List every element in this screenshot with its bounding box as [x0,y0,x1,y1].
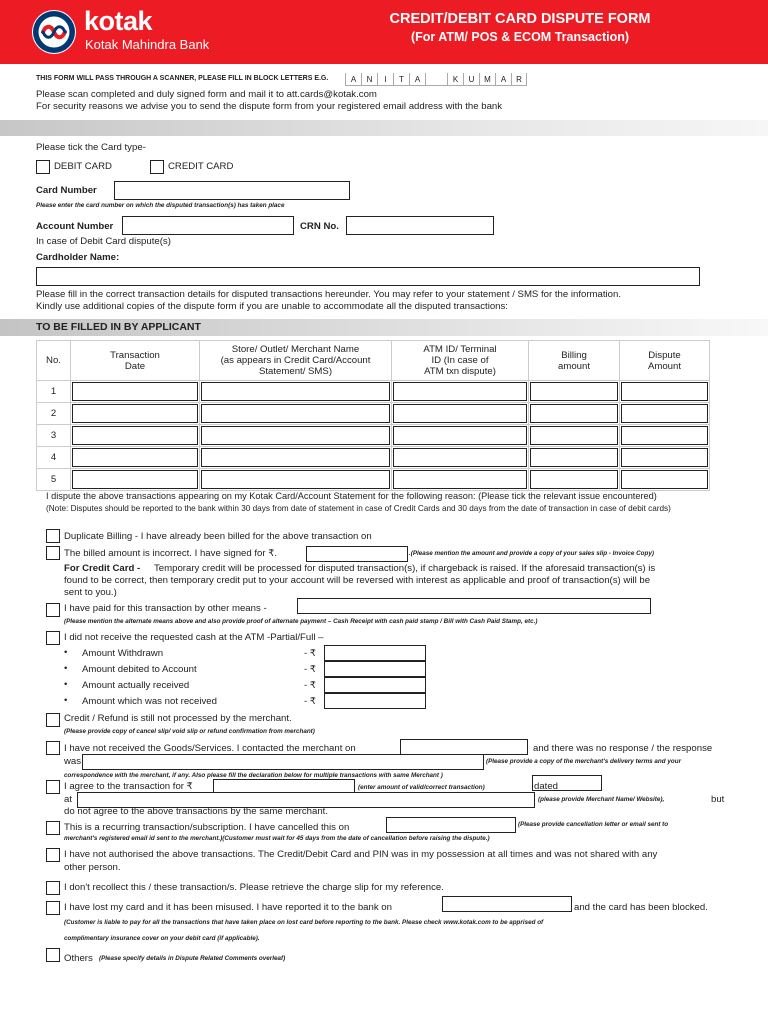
amount-received-label: Amount actually received [82,680,190,691]
goods-not-received-label: I have not received the Goods/Services. I contacted the merchant on [64,743,356,754]
column-header: Billing amount [529,341,620,381]
not-recollect-checkbox[interactable] [46,881,60,895]
merchant-name-field[interactable] [201,404,390,423]
column-header: Store/ Outlet/ Merchant Name (as appears in Credit Card/Account Statement/ SMS) [200,341,392,381]
paid-other-means-note: (Please mention the alternate means above and also provide proof of alternate payment – Cash Receipt with cash paid stamp / Bill with Cash Paid Stamp, etc.) [64,618,538,625]
agree-end-label: do not agree to the above transactions by the same merchant. [64,806,328,817]
duplicate-billing-checkbox[interactable] [46,529,60,543]
crn-field[interactable] [346,216,494,235]
column-header: No. [37,341,71,381]
merchant-name-field[interactable] [201,382,390,401]
example-letter: U [463,73,479,86]
example-letter: A [409,73,425,86]
row-number: 5 [37,469,71,491]
example-letter: I [377,73,393,86]
not-recollect-label: I don't recollect this / these transaction/s. Please retrieve the charge slip for my reference. [64,882,444,893]
intro-line-1: Please scan completed and duly signed form and mail it to att.cards@kotak.com [36,89,377,100]
lost-card-label-2: and the card has been blocked. [574,902,708,913]
dispute-amount-field[interactable] [621,470,708,489]
row-number: 4 [37,447,71,469]
amount-debited-field[interactable] [324,661,426,677]
terminal-id-field[interactable] [393,448,527,467]
table-row [37,381,710,403]
row-number: 1 [37,381,71,403]
terminal-id-field[interactable] [393,426,527,445]
bullet-icon: • [64,647,68,658]
goods-note-1: (Please provide a copy of the merchant's delivery terms and your [486,758,682,765]
header-bar [0,0,768,64]
dispute-amount-field[interactable] [621,448,708,467]
billing-amount-field[interactable] [530,404,618,423]
alternate-means-field[interactable] [297,598,651,614]
credit-card-note-text-3: sent to you.) [64,587,117,598]
refund-checkbox[interactable] [46,713,60,727]
dispute-statement: I dispute the above transactions appearing on my Kotak Card/Account Statement for the following reason: (Please tick the relevant issue encountered) [46,491,657,501]
row-number: 3 [37,425,71,447]
example-letter: R [511,73,527,86]
merchant-response-field[interactable] [82,754,484,770]
agree-but-label: but [711,794,725,805]
duplicate-billing-label: Duplicate Billing - I have already been billed for the above transaction on [64,531,372,542]
lost-card-note-2: complimentary insurance cover on your debit card (if applicable). [64,935,260,942]
terminal-id-field[interactable] [393,404,527,423]
rupee-prefix: - ₹ [304,696,316,707]
crn-label: CRN No. [300,221,339,232]
amount-withdrawn-label: Amount Withdrawn [82,648,164,659]
dispute-note: (Note: Disputes should be reported to the bank within 30 days from date of statement in case of Credit Cards and 30 days from the date of transaction in case of debit cards) [46,504,671,513]
billing-amount-field[interactable] [530,382,618,401]
merchant-name-field[interactable] [201,470,390,489]
table-row [37,469,710,491]
section-bar [0,319,768,336]
card-number-note: Please enter the card number on which the disputed transaction(s) has taken place [36,202,285,209]
agree-merchant-note: (please provide Merchant Name/ Website), [538,796,665,803]
refund-note: (Please provide copy of cancel slip/ void slip or refund confirmation from merchant) [64,728,315,735]
cancelled-date-field[interactable] [386,817,516,833]
others-label: Others [64,953,93,964]
bullet-icon: • [64,663,68,674]
incorrect-amount-checkbox[interactable] [46,546,60,560]
kotak-logo-icon [32,10,76,54]
example-letter: N [361,73,377,86]
agree-transaction-checkbox[interactable] [46,780,60,794]
intro-line-2: For security reasons we advise you to send the dispute form from your registered email address with the bank [36,101,503,112]
example-letter: M [479,73,495,86]
instructions-line-2: Kindly use additional copies of the dispute form if you are unable to accommodate all the disputed transactions: [36,301,508,312]
transaction-date-field[interactable] [72,470,198,489]
merchant-name-field[interactable] [201,448,390,467]
account-number-field[interactable] [122,216,294,235]
bullet-icon: • [64,695,68,706]
instructions-line-1: Please fill in the correct transaction details for disputed transactions hereunder. You may refer to your statement / SMS for the information. [36,289,621,300]
credit-card-note-text-1: Temporary credit will be processed for disputed transaction(s), if chargeback is raised. If the aforesaid transaction(s) is [154,563,656,574]
terminal-id-field[interactable] [393,382,527,401]
cardholder-label: Cardholder Name: [36,252,120,263]
row-number: 2 [37,403,71,425]
signed-amount-field[interactable] [306,546,408,562]
goods-note-2: correspondence with the merchant, if any. Also please fill the declaration below for multiple transactions with same Merchant ) [64,772,443,779]
others-checkbox[interactable] [46,948,60,962]
rupee-prefix: - ₹ [304,648,316,659]
rupee-prefix: - ₹ [304,680,316,691]
credit-card-note-text-2: found to be correct, then temporary credit put to your account will be reversed with interest as applicable and proof of transaction(s) will be [64,575,651,586]
example-letter: K [447,73,463,86]
example-letter [425,73,447,86]
agree-transaction-label: I agree to the transaction for ₹ [64,781,193,792]
atm-cash-label: I did not receive the requested cash at the ATM -Partial/Full – [64,632,324,643]
credit-card-label: CREDIT CARD [168,161,234,172]
transaction-date-field[interactable] [72,448,198,467]
not-authorised-line-1: I have not authorised the above transactions. The Credit/Debit Card and PIN was in my possession at all times and was not shared with any [64,849,658,860]
dispute-amount-field[interactable] [621,404,708,423]
bullet-icon: • [64,679,68,690]
rupee-prefix: - ₹ [304,664,316,675]
merchant-name-field[interactable] [201,426,390,445]
example-letter: A [495,73,511,86]
not-authorised-line-2: other person. [64,862,121,873]
form-title: CREDIT/DEBIT CARD DISPUTE FORM [389,11,651,27]
dispute-amount-field[interactable] [621,382,708,401]
merchant-contact-date-field[interactable] [400,739,528,755]
table-row [37,425,710,447]
table-row [37,447,710,469]
amount-debited-label: Amount debited to Account [82,664,197,675]
transactions-table [36,340,710,491]
brand-name: kotak [84,6,153,36]
brand-subtitle: Kotak Mahindra Bank [85,37,210,52]
form-subtitle: (For ATM/ POS & ECOM Transaction) [410,30,630,44]
paid-other-means-label: I have paid for this transaction by other means - [64,603,267,614]
billing-amount-field[interactable] [530,426,618,445]
amount-received-field[interactable] [324,677,426,693]
agree-dated-label: dated [534,781,559,792]
refund-label: Credit / Refund is still not processed by the merchant. [64,713,292,724]
others-note: (Please specify details in Dispute Related Comments overleaf) [99,955,286,962]
example-letter: T [393,73,409,86]
transaction-date-field[interactable] [72,404,198,423]
section-title: TO BE FILLED IN BY APPLICANT [36,321,201,333]
cardholder-field[interactable] [36,267,700,286]
billing-amount-field[interactable] [530,448,618,467]
column-header: Dispute Amount [620,341,710,381]
debit-card-label: DEBIT CARD [54,161,112,172]
lost-card-label: I have lost my card and it has been misused. I have reported it to the bank on [64,902,392,913]
atm-cash-checkbox[interactable] [46,631,60,645]
transaction-date-field[interactable] [72,426,198,445]
incorrect-amount-note: .(Please mention the amount and provide a copy of your sales slip - Invoice Copy) [409,550,654,557]
column-header: Transaction Date [71,341,200,381]
card-number-field[interactable] [114,181,350,200]
credit-card-checkbox[interactable] [150,160,164,174]
credit-card-note-label: For Credit Card - [64,563,141,574]
debit-card-checkbox[interactable] [36,160,50,174]
recurring-note-2: merchant's registered email id sent to the merchant.)(Customer must wait for 45 days from the date of cancellation before raising the dispute.) [64,835,490,842]
divider-bar [0,120,768,136]
agree-amount-note: (enter amount of valid/correct transaction) [358,784,485,791]
scanner-note: THIS FORM WILL PASS THROUGH A SCANNER, PLEASE FILL IN BLOCK LETTERS E.G. [36,75,329,82]
goods-not-received-label-2: and there was no response / the response [533,743,713,754]
dispute-amount-field[interactable] [621,426,708,445]
amount-withdrawn-field[interactable] [324,645,426,661]
reported-date-field[interactable] [442,896,572,912]
terminal-id-field[interactable] [393,470,527,489]
lost-card-checkbox[interactable] [46,901,60,915]
goods-was-label: was [64,756,82,767]
amount-not-received-label: Amount which was not received [82,696,217,707]
card-number-label: Card Number [36,185,97,196]
agree-at-label: at [64,794,73,805]
card-type-prompt: Please tick the Card type- [36,142,146,153]
paid-other-means-checkbox[interactable] [46,603,60,617]
goods-not-received-checkbox[interactable] [46,741,60,755]
column-header: ATM ID/ Terminal ID (In case of ATM txn dispute) [392,341,529,381]
account-number-label: Account Number [36,221,114,232]
billing-amount-field[interactable] [530,470,618,489]
example-letter: A [345,73,361,86]
transaction-date-field[interactable] [72,382,198,401]
recurring-note-1: (Please provide cancellation letter or email sent to [518,821,669,828]
recurring-checkbox[interactable] [46,821,60,835]
not-authorised-checkbox[interactable] [46,848,60,862]
account-note: In case of Debit Card dispute(s) [36,236,171,247]
table-row [37,403,710,425]
incorrect-amount-label: The billed amount is incorrect. I have signed for ₹. [64,548,278,559]
amount-not-received-field[interactable] [324,693,426,709]
lost-card-note-1: (Customer is liable to pay for all the transactions that have taken place on lost card before reporting to the bank. Please check www.kotak.com to be apprised of [64,919,544,926]
recurring-label: This is a recurring transaction/subscription. I have cancelled this on [64,822,350,833]
block-letter-example [345,73,527,86]
